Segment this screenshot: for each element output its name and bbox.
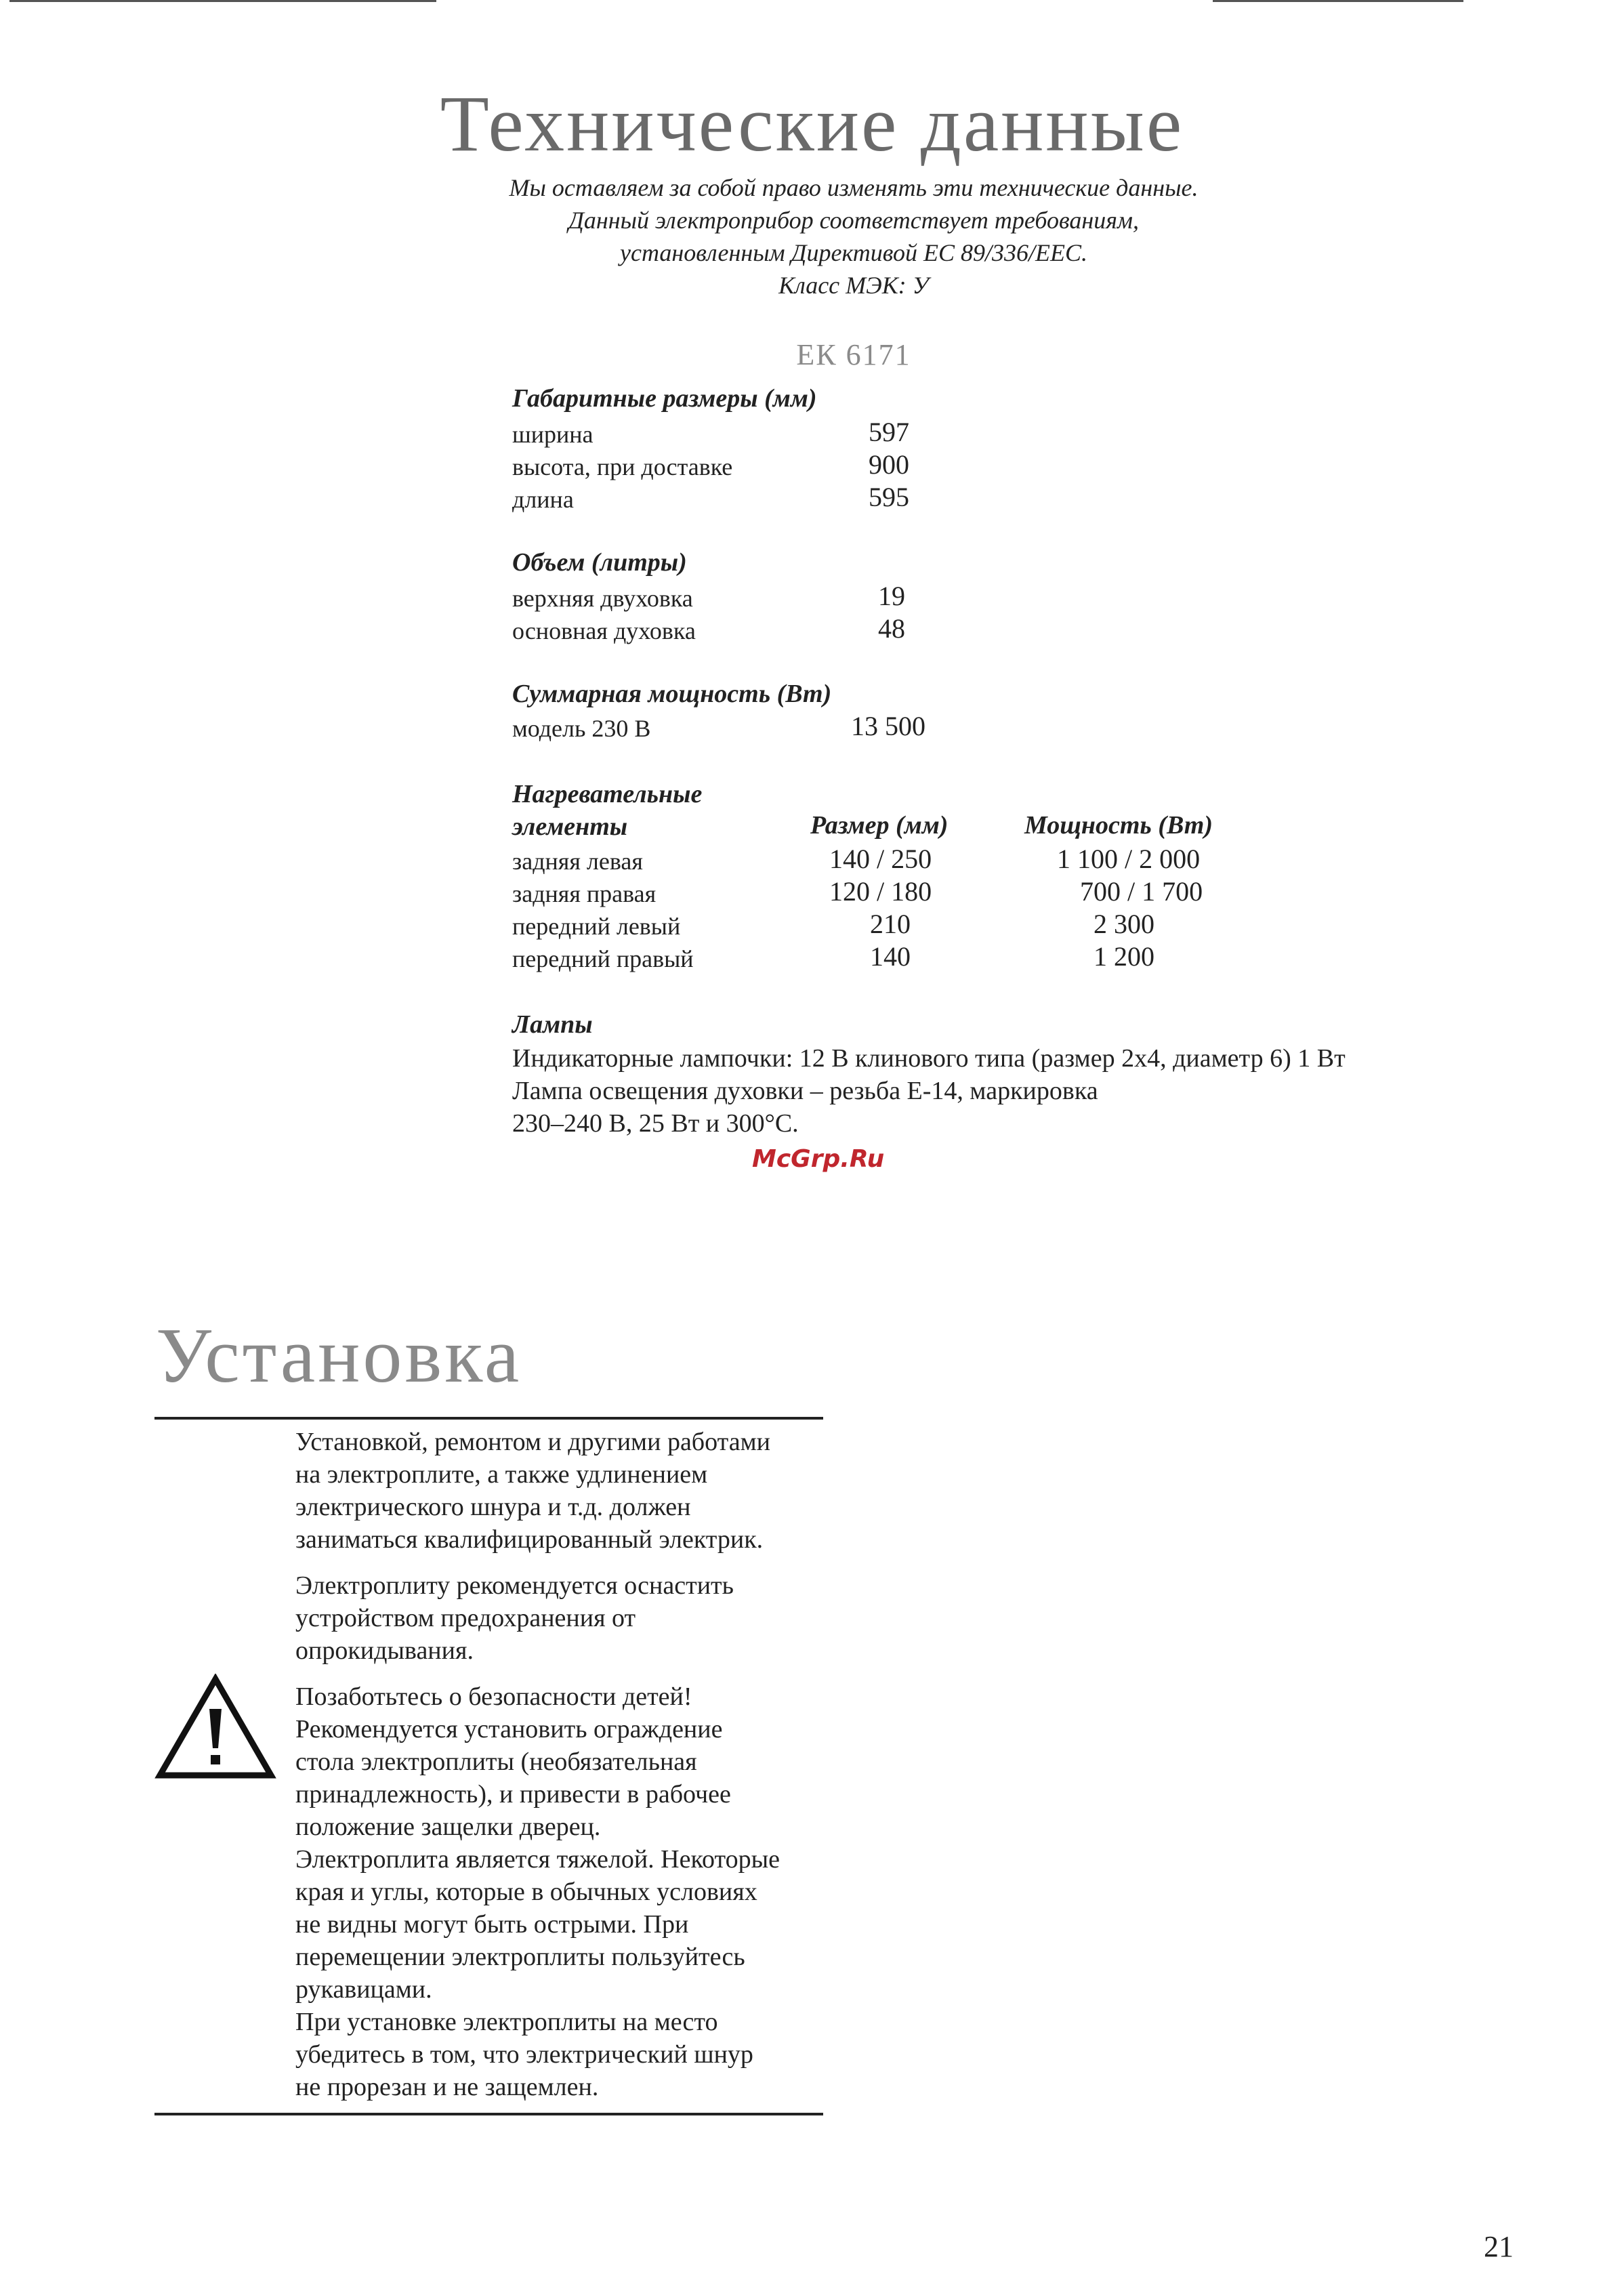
volume-label: основная духовка [512, 617, 696, 644]
para2-line: Электроплиту рекомендуется оснастить [295, 1571, 734, 1600]
heating-row-size: 140 [870, 941, 911, 972]
note-line-4: Класс МЭК: У [778, 272, 929, 299]
volume-value: 19 [878, 581, 905, 611]
top-rule-right [1213, 0, 1463, 2]
dimension-value: 597 [869, 417, 909, 447]
section-rule-top [154, 1417, 823, 1420]
lamps-line: Лампа освещения духовки – резьба Е-14, маркировка [512, 1077, 1098, 1105]
para1-line: на электроплите, а также удлинением [295, 1460, 708, 1489]
power-label: модель 230 В [512, 715, 651, 742]
dimensions-heading: Габаритные размеры (мм) [512, 384, 817, 413]
para1-line: электрического шнура и т.д. должен [295, 1493, 691, 1521]
heating-heading-line1: Нагревательные [512, 780, 703, 808]
heating-row-size: 120 / 180 [829, 876, 932, 907]
volume-value: 48 [878, 613, 905, 644]
watermark: McGrp.Ru [752, 1145, 885, 1173]
para3-line: При установке электроплиты на место [295, 2008, 718, 2036]
heating-row-power: 700 / 1 700 [1080, 876, 1203, 907]
power-column-header: Мощность (Вт) [1024, 811, 1213, 840]
para3-line: убедитесь в том, что электрический шнур [295, 2040, 753, 2069]
para3-line: не прорезан и не защемлен. [295, 2073, 599, 2101]
para3-line: не видны могут быть острыми. При [295, 1910, 689, 1939]
dimension-label: длина [512, 486, 574, 513]
para1-line: заниматься квалифицированный электрик. [295, 1525, 764, 1554]
lamps-line: 230–240 В, 25 Вт и 300°С. [512, 1109, 799, 1138]
volume-label: верхняя двуховка [512, 585, 693, 612]
para3-line: положение защелки дверец. [295, 1813, 601, 1841]
dimension-value: 595 [869, 482, 909, 512]
para3-line: стола электроплиты (необязательная [295, 1748, 697, 1776]
heating-row-size: 140 / 250 [829, 844, 932, 874]
heating-row-label: задняя левая [512, 848, 643, 875]
power-heading: Суммарная мощность (Вт) [512, 680, 832, 708]
warning-triangle-icon [154, 1674, 276, 1782]
heating-row-power: 1 200 [1094, 941, 1154, 972]
heating-row-label: передний правый [512, 945, 694, 972]
para3-line: Электроплита является тяжелой. Некоторые [295, 1845, 780, 1874]
volume-heading: Объем (литры) [512, 548, 687, 577]
installation-title: Установка [156, 1313, 522, 1399]
top-rule-left [9, 0, 436, 2]
size-column-header: Размер (мм) [810, 811, 949, 840]
power-value: 13 500 [851, 711, 925, 741]
section-rule-bottom [154, 2113, 823, 2115]
heating-row-size: 210 [870, 909, 911, 939]
dimension-label: ширина [512, 421, 594, 448]
para3-line: Рекомендуется установить ограждение [295, 1715, 723, 1743]
model-number: ЕК 6171 [796, 338, 911, 371]
heating-row-label: передний левый [512, 913, 681, 940]
para2-line: устройством предохранения от [295, 1604, 636, 1632]
lamps-line: Индикаторные лампочки: 12 В клинового типа (размер 2x4, диаметр 6) 1 Вт [512, 1044, 1346, 1073]
dimension-label: высота, при доставке [512, 453, 733, 480]
heating-row-power: 1 100 / 2 000 [1057, 844, 1201, 874]
para2-line: опрокидывания. [295, 1636, 474, 1665]
para3-line: перемещении электроплиты пользуйтесь [295, 1943, 745, 1971]
para1-line: Установкой, ремонтом и другими работами [295, 1428, 770, 1456]
para3-line: края и углы, которые в обычных условиях [295, 1878, 757, 1906]
heating-row-power: 2 300 [1094, 909, 1154, 939]
heating-row-label: задняя правая [512, 880, 657, 907]
para3-line: рукавицами. [295, 1975, 432, 2004]
heating-heading-line2: элементы [512, 812, 628, 841]
page-number: 21 [1484, 2230, 1514, 2263]
para3-line: принадлежность), и привести в рабочее [295, 1780, 731, 1809]
note-line-3: установленным Директивой ЕС 89/336/ЕЕС. [620, 239, 1087, 266]
para3-line: Позаботьтесь о безопасности детей! [295, 1682, 692, 1711]
note-line-1: Мы оставляем за собой право изменять эти технические данные. [509, 174, 1199, 201]
dimension-value: 900 [869, 449, 909, 480]
page-title: Технические данные [440, 79, 1184, 168]
lamps-heading: Лампы [512, 1010, 593, 1039]
note-line-2: Данный электроприбор соответствует требованиям, [568, 207, 1139, 234]
